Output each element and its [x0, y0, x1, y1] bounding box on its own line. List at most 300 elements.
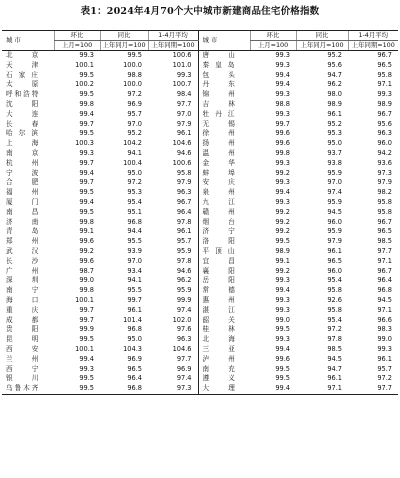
table-row	[2, 100, 398, 110]
yoy-cell: 97.2	[127, 178, 142, 187]
table-row	[2, 61, 398, 71]
yoy-cell: 98.5	[327, 344, 342, 353]
mom-cell: 100.1	[75, 295, 94, 304]
yoy-cell: 96.9	[127, 99, 142, 108]
avg-cell: 99.9	[176, 295, 192, 304]
city-cell: 安 庆	[198, 178, 250, 188]
city-cell: 金 华	[198, 159, 250, 169]
mom-cell: 99.3	[275, 295, 290, 304]
city-cell: 济 南	[6, 217, 41, 226]
city-cell: 烟 台	[198, 218, 250, 228]
city-cell: 扬 州	[198, 139, 250, 149]
avg-cell: 97.3	[377, 168, 392, 177]
avg-cell: 97.1	[377, 256, 392, 265]
yoy-cell: 104.3	[123, 344, 142, 353]
avg-cell: 97.7	[348, 384, 398, 394]
city-cell: 济 宁	[198, 227, 250, 237]
yoy-cell: 92.6	[327, 295, 342, 304]
table-row	[2, 218, 398, 228]
table-row	[2, 120, 398, 130]
mom-cell: 98.8	[275, 99, 290, 108]
avg-cell: 97.8	[176, 256, 192, 265]
yoy-cell: 95.6	[327, 60, 342, 69]
yoy-cell: 96.0	[327, 217, 342, 226]
yoy-cell: 99.7	[127, 295, 142, 304]
mom-cell: 99.5	[275, 374, 290, 383]
yoy-cell: 95.4	[327, 315, 342, 324]
header-yoy-sub-right: 上年同月=100	[296, 41, 348, 51]
mom-cell: 99.3	[275, 158, 290, 167]
city-cell: 沈 阳	[6, 99, 41, 108]
city-cell: 重 庆	[6, 305, 41, 314]
avg-cell: 96.5	[377, 227, 392, 236]
city-cell: 北 京	[6, 51, 41, 59]
table-row	[2, 149, 398, 159]
yoy-cell: 96.4	[127, 374, 142, 383]
yoy-cell: 100.0	[123, 80, 142, 89]
yoy-cell: 95.8	[327, 305, 342, 314]
header-avg-right: 1-4月平均	[348, 31, 398, 41]
mom-cell: 99.3	[275, 109, 290, 118]
yoy-cell: 97.0	[327, 178, 342, 187]
city-cell: 牡 丹 江	[198, 110, 250, 120]
mom-cell: 99.3	[79, 51, 94, 59]
header-city-right: 城市	[198, 31, 250, 51]
city-cell: 深 圳	[6, 276, 41, 285]
mom-cell: 98.7	[79, 266, 94, 275]
avg-cell: 96.8	[377, 286, 392, 295]
mom-cell: 99.4	[79, 197, 94, 206]
city-cell: 桂 林	[198, 325, 250, 335]
city-cell: 大 连	[6, 109, 41, 118]
avg-cell: 97.1	[377, 305, 392, 314]
city-cell: 成 都	[6, 315, 41, 324]
yoy-cell: 97.2	[327, 325, 342, 334]
yoy-cell: 94.5	[327, 207, 342, 216]
yoy-cell: 95.0	[127, 168, 142, 177]
header-city: 城市	[2, 31, 54, 51]
city-cell: 洛 阳	[198, 237, 250, 247]
avg-cell: 96.7	[377, 217, 392, 226]
table-row	[2, 306, 398, 316]
avg-cell: 95.9	[176, 286, 192, 295]
avg-cell: 97.9	[176, 119, 192, 128]
avg-cell: 95.7	[377, 364, 392, 373]
avg-cell: 97.4	[176, 305, 192, 314]
yoy-cell: 94.1	[127, 148, 142, 157]
mom-cell: 99.6	[275, 129, 290, 138]
avg-cell: 96.6	[377, 315, 392, 324]
table-row	[2, 71, 398, 81]
mom-cell: 99.8	[79, 217, 94, 226]
header-avg: 1-4月平均	[148, 31, 198, 41]
avg-cell: 96.1	[176, 129, 192, 138]
table-row	[2, 80, 398, 90]
yoy-cell: 94.4	[127, 227, 142, 236]
mom-cell: 99.1	[79, 227, 94, 236]
city-cell: 丹 东	[198, 80, 250, 90]
avg-cell: 97.4	[176, 374, 192, 383]
city-cell: 西 宁	[6, 364, 41, 373]
table-row	[2, 365, 398, 375]
avg-cell: 96.3	[377, 129, 392, 138]
yoy-cell: 96.8	[100, 384, 148, 394]
mom-cell: 99.2	[79, 246, 94, 255]
mom-cell: 100.1	[75, 344, 94, 353]
mom-cell: 99.5	[79, 335, 94, 344]
mom-cell: 99.2	[275, 207, 290, 216]
city-cell: 锦 州	[198, 90, 250, 100]
avg-cell: 95.8	[176, 168, 192, 177]
table-row	[2, 345, 398, 355]
yoy-cell: 95.2	[127, 129, 142, 138]
mom-cell: 99.4	[79, 168, 94, 177]
mom-cell: 99.4	[275, 188, 290, 197]
avg-cell: 96.7	[176, 197, 192, 206]
avg-cell: 99.3	[377, 344, 392, 353]
mom-cell: 99.3	[275, 51, 290, 59]
city-cell: 韶 关	[198, 316, 250, 326]
city-cell: 赣 州	[198, 208, 250, 218]
mom-cell: 98.9	[275, 246, 290, 255]
table-row	[2, 276, 398, 286]
city-cell: 大 理	[198, 384, 250, 394]
yoy-cell: 94.7	[327, 70, 342, 79]
yoy-cell: 100.4	[123, 158, 142, 167]
city-cell: 武 汉	[6, 246, 41, 255]
mom-cell: 99.2	[275, 227, 290, 236]
yoy-cell: 95.9	[327, 197, 342, 206]
yoy-cell: 104.2	[123, 139, 142, 148]
avg-cell: 98.5	[377, 237, 392, 246]
mom-cell: 99.5	[275, 237, 290, 246]
city-cell: 泸 州	[198, 355, 250, 365]
avg-cell: 96.3	[176, 188, 192, 197]
mom-cell: 99.3	[275, 178, 290, 187]
mom-cell: 99.0	[275, 315, 290, 324]
avg-cell: 97.9	[176, 178, 192, 187]
city-cell: 呼和浩特	[6, 90, 41, 99]
avg-cell: 98.4	[176, 90, 192, 99]
avg-cell: 95.8	[377, 207, 392, 216]
yoy-cell: 101.4	[123, 315, 142, 324]
table-row	[2, 129, 398, 139]
mom-cell: 99.3	[275, 335, 290, 344]
mom-cell: 99.3	[79, 364, 94, 373]
table-row	[2, 355, 398, 365]
avg-cell: 98.2	[377, 188, 392, 197]
city-cell: 福 州	[6, 188, 41, 197]
city-cell: 岳 阳	[198, 276, 250, 286]
avg-cell: 93.6	[377, 158, 392, 167]
header-mom-sub-right: 上月=100	[250, 41, 296, 51]
table-header	[2, 31, 398, 51]
table-row	[2, 286, 398, 296]
mom-cell: 99.5	[79, 207, 94, 216]
mom-cell: 99.7	[275, 119, 290, 128]
yoy-cell: 97.1	[296, 384, 348, 394]
mom-cell: 99.3	[79, 148, 94, 157]
city-cell: 哈 尔 滨	[6, 129, 40, 138]
yoy-cell: 100.0	[123, 60, 142, 69]
header-yoy-sub: 上年同月=100	[100, 41, 148, 51]
avg-cell: 95.7	[176, 237, 192, 246]
header-mom-right: 环比	[250, 31, 296, 41]
avg-cell: 96.7	[377, 266, 392, 275]
yoy-cell: 97.2	[127, 90, 142, 99]
avg-cell: 96.4	[176, 207, 192, 216]
yoy-cell: 96.1	[327, 246, 342, 255]
city-cell: 郑 州	[6, 237, 41, 246]
avg-cell: 96.7	[377, 109, 392, 118]
yoy-cell: 98.0	[327, 90, 342, 99]
mom-cell: 99.6	[275, 354, 290, 363]
yoy-cell: 97.0	[127, 256, 142, 265]
yoy-cell: 95.1	[127, 207, 142, 216]
yoy-cell: 93.4	[127, 266, 142, 275]
avg-cell: 96.1	[176, 227, 192, 236]
table-row	[2, 257, 398, 267]
yoy-cell: 95.5	[127, 286, 142, 295]
yoy-cell: 95.2	[327, 119, 342, 128]
city-cell: 合 肥	[6, 178, 41, 187]
avg-cell: 95.6	[377, 119, 392, 128]
yoy-cell: 95.7	[127, 109, 142, 118]
table-row	[2, 374, 398, 384]
table-row	[2, 51, 398, 61]
table-row	[2, 384, 398, 394]
table-row	[2, 316, 398, 326]
table-row	[2, 267, 398, 277]
yoy-cell: 94.1	[127, 276, 142, 285]
yoy-cell: 98.8	[127, 70, 142, 79]
table-row	[2, 325, 398, 335]
avg-cell: 97.6	[176, 325, 192, 334]
city-cell: 厦 门	[6, 197, 41, 206]
table-row	[2, 227, 398, 237]
mom-cell: 99.5	[275, 325, 290, 334]
table-row	[2, 198, 398, 208]
avg-cell: 96.1	[377, 354, 392, 363]
avg-cell: 95.8	[377, 70, 392, 79]
mom-cell: 99.9	[79, 325, 94, 334]
city-cell: 杭 州	[6, 158, 41, 167]
city-cell: 太 原	[6, 80, 41, 89]
mom-cell: 99.8	[275, 148, 290, 157]
city-cell: 九 江	[198, 198, 250, 208]
yoy-cell: 95.0	[327, 139, 342, 148]
city-cell: 吉 林	[198, 100, 250, 110]
yoy-cell: 97.0	[127, 119, 142, 128]
city-cell: 襄 阳	[198, 267, 250, 277]
avg-cell: 99.0	[377, 335, 392, 344]
avg-cell: 100.6	[172, 51, 192, 59]
yoy-cell: 96.0	[327, 266, 342, 275]
city-cell: 银 川	[6, 374, 41, 383]
yoy-cell: 95.2	[327, 51, 342, 59]
mom-cell: 99.8	[79, 99, 94, 108]
mom-cell: 99.2	[275, 217, 290, 226]
yoy-cell: 95.5	[127, 237, 142, 246]
yoy-cell: 96.1	[327, 374, 342, 383]
city-cell: 常 德	[198, 286, 250, 296]
yoy-cell: 96.5	[327, 256, 342, 265]
avg-cell: 94.6	[176, 266, 192, 275]
yoy-cell: 97.4	[327, 188, 342, 197]
mom-cell: 99.4	[79, 354, 94, 363]
table-row	[2, 159, 398, 169]
avg-cell: 97.0	[176, 109, 192, 118]
price-index-table	[2, 30, 398, 395]
city-cell: 温 州	[198, 149, 250, 159]
city-cell: 南 充	[198, 365, 250, 375]
mom-cell: 99.3	[275, 90, 290, 99]
avg-cell: 94.5	[377, 295, 392, 304]
header-avg-sub: 上年同期=100	[148, 41, 198, 51]
mom-cell: 99.5	[79, 374, 94, 383]
mom-cell: 99.4	[275, 80, 290, 89]
yoy-cell: 95.9	[327, 168, 342, 177]
city-cell: 广 州	[6, 266, 41, 275]
city-cell: 兰 州	[6, 354, 41, 363]
avg-cell: 96.9	[176, 364, 192, 373]
avg-cell: 99.3	[176, 70, 192, 79]
avg-cell: 97.7	[176, 99, 192, 108]
table-row	[2, 335, 398, 345]
mom-cell: 99.3	[275, 60, 290, 69]
yoy-cell: 95.9	[327, 227, 342, 236]
mom-cell: 99.3	[275, 305, 290, 314]
mom-cell: 99.4	[250, 384, 296, 394]
avg-cell: 96.4	[377, 276, 392, 285]
city-cell: 惠 州	[198, 296, 250, 306]
city-cell: 南 宁	[6, 286, 41, 295]
city-cell: 宁 波	[6, 168, 41, 177]
yoy-cell: 93.9	[127, 246, 142, 255]
table-body	[2, 51, 398, 395]
mom-cell: 99.7	[79, 178, 94, 187]
yoy-cell: 93.8	[327, 158, 342, 167]
table-row	[2, 178, 398, 188]
mom-cell: 100.1	[75, 60, 94, 69]
yoy-cell: 94.5	[327, 354, 342, 363]
avg-cell: 104.6	[172, 344, 192, 353]
mom-cell: 100.2	[75, 80, 94, 89]
yoy-cell: 96.8	[127, 217, 142, 226]
avg-cell: 97.9	[377, 178, 392, 187]
city-cell: 长 春	[6, 119, 41, 128]
city-cell: 北 海	[198, 335, 250, 345]
yoy-cell: 96.1	[127, 305, 142, 314]
avg-cell: 96.5	[377, 60, 392, 69]
avg-cell: 100.7	[172, 80, 192, 89]
table-row	[2, 296, 398, 306]
city-cell: 蚌 埠	[198, 169, 250, 179]
mom-cell: 99.6	[275, 139, 290, 148]
mom-cell: 99.5	[275, 364, 290, 373]
city-cell: 平 顶 山	[198, 247, 250, 257]
city-cell: 海 口	[6, 295, 41, 304]
yoy-cell: 98.9	[327, 99, 342, 108]
avg-cell: 96.2	[176, 276, 192, 285]
mom-cell: 99.5	[79, 129, 94, 138]
mom-cell: 99.8	[79, 286, 94, 295]
avg-cell: 96.3	[176, 335, 192, 344]
mom-cell: 99.1	[275, 256, 290, 265]
mom-cell: 99.5	[54, 384, 100, 394]
mom-cell: 99.4	[275, 344, 290, 353]
avg-cell: 104.6	[172, 139, 192, 148]
table-row	[2, 169, 398, 179]
city-cell: 无 锡	[198, 120, 250, 130]
avg-cell: 94.2	[377, 148, 392, 157]
table-row	[2, 188, 398, 198]
avg-cell: 97.1	[377, 80, 392, 89]
city-cell: 泉 州	[198, 188, 250, 198]
mom-cell: 99.7	[79, 158, 94, 167]
mom-cell: 99.7	[79, 305, 94, 314]
yoy-cell: 95.0	[127, 335, 142, 344]
avg-cell: 99.3	[377, 90, 392, 99]
city-cell: 包 头	[198, 71, 250, 81]
city-cell: 南 昌	[6, 207, 41, 216]
mom-cell: 100.3	[75, 139, 94, 148]
city-cell: 乌鲁木齐	[2, 384, 54, 394]
avg-cell: 95.9	[176, 246, 192, 255]
city-cell: 三 亚	[198, 345, 250, 355]
yoy-cell: 97.8	[327, 335, 342, 344]
mom-cell: 99.6	[79, 237, 94, 246]
mom-cell: 99.2	[275, 168, 290, 177]
mom-cell: 99.7	[79, 119, 94, 128]
city-cell: 唐 山	[198, 51, 250, 61]
mom-cell: 99.2	[275, 266, 290, 275]
header-yoy-right: 同比	[296, 31, 348, 41]
avg-cell: 96.7	[377, 51, 392, 59]
avg-cell: 98.9	[377, 99, 392, 108]
city-cell: 贵 阳	[6, 325, 41, 334]
header-yoy: 同比	[100, 31, 148, 41]
yoy-cell: 95.3	[127, 188, 142, 197]
yoy-cell: 96.5	[127, 364, 142, 373]
mom-cell: 99.4	[79, 109, 94, 118]
city-cell: 西 安	[6, 344, 41, 353]
city-cell: 昆 明	[6, 335, 41, 344]
city-cell: 南 京	[6, 148, 41, 157]
avg-cell: 100.6	[172, 158, 192, 167]
mom-cell: 99.4	[275, 70, 290, 79]
mom-cell: 99.3	[275, 276, 290, 285]
city-cell: 徐 州	[198, 129, 250, 139]
avg-cell: 97.7	[176, 354, 192, 363]
mom-cell: 99.7	[79, 315, 94, 324]
table-row	[2, 110, 398, 120]
yoy-cell: 96.1	[327, 109, 342, 118]
yoy-cell: 94.7	[327, 364, 342, 373]
city-cell: 宜 昌	[198, 257, 250, 267]
yoy-cell: 95.8	[327, 286, 342, 295]
yoy-cell: 95.4	[127, 197, 142, 206]
avg-cell: 97.2	[377, 374, 392, 383]
yoy-cell: 96.2	[327, 80, 342, 89]
mom-cell: 99.3	[275, 197, 290, 206]
avg-cell: 97.8	[176, 217, 192, 226]
city-cell: 上 海	[6, 139, 41, 148]
yoy-cell: 99.5	[127, 51, 142, 59]
avg-cell: 96.0	[377, 139, 392, 148]
table-row	[2, 237, 398, 247]
mom-cell: 99.5	[79, 188, 94, 197]
